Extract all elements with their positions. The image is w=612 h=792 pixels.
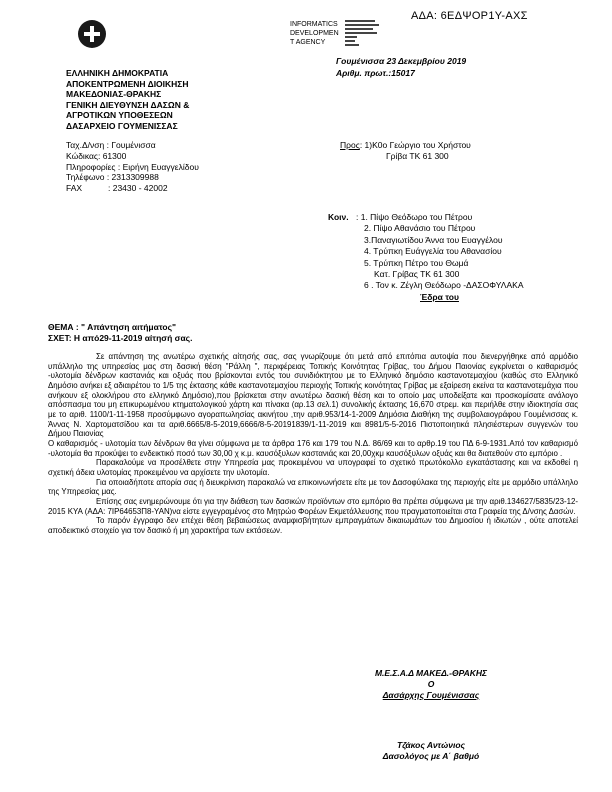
subject-reference: ΣΧΕΤ: Η από29-11-2019 αίτησή σας. bbox=[48, 332, 193, 343]
department-contact bbox=[66, 140, 199, 194]
logo-line: T AGENCY bbox=[290, 39, 326, 46]
authority-line: ΜΑΚΕΔΟΝΙΑΣ-ΘΡΑΚΗΣ bbox=[66, 89, 162, 100]
info-contact: Πληροφορίες : Ειρήνη Ευαγγελίδου bbox=[66, 161, 199, 172]
informatics-development-agency-logo bbox=[290, 20, 381, 48]
subject-block bbox=[48, 322, 192, 343]
postcode: Κώδικας: 61300 bbox=[66, 150, 127, 161]
signature-authority bbox=[356, 668, 506, 701]
cc-item: 4. Τρύπκη Ευάγγελία του Αθανασίου bbox=[364, 246, 502, 257]
cc-item: 6 . Τον κ. Ζέγλη Θεόδωρο -ΔΑΣΟΦΥΛΑΚΑ bbox=[364, 280, 524, 291]
body-paragraph: Επίσης σας ενημερώνουμε ότι για την διάθεση των δασικών προϊόντων στο εμπόριο θα πρέπει σύμφωνα με την αριθ.134627/5835/23-12-2015 ΚΥΑ (ΑΔΑ: 7ΙΡ64653Π8-ΥΑΝ)να είστε εγγεγραμένος στο Μητρώο Φορέων Εκμετάλλευσης που πραγματοποιείται στα Γραφεία της Δ/νσης Δασών. bbox=[48, 496, 578, 516]
recipient-label: Προς bbox=[340, 140, 360, 150]
greek-emblem-icon bbox=[78, 20, 106, 48]
phone-number: Τηλέφωνο : 2313309988 bbox=[66, 172, 159, 183]
authority-line: ΕΛΛΗΝΙΚΗ ΔΗΜΟΚΡΑΤΙΑ bbox=[66, 68, 169, 78]
recipient-block bbox=[340, 140, 471, 162]
authority-line: ΔΑΣΑΡΧΕΙΟ ΓΟΥΜΕΝΙΣΣΑΣ bbox=[66, 120, 178, 131]
cc-label: Κοιν. bbox=[328, 212, 349, 222]
cc-item: 3.Παναγιωτίδου Άννα του Ευαγγέλου bbox=[364, 234, 503, 245]
authority-line: ΑΓΡΟΤΙΚΩΝ ΥΠΟΘΕΣΕΩΝ bbox=[66, 110, 173, 121]
body-paragraph: Ο καθαρισμός - υλοτομία των δένδρων θα γίνει σύμφωνα με τα άρθρα 176 και 179 του Ν.Δ. 86/69 και το αρθρ.19 του ΠΔ 6-9-1931.Από τον καθαρισμό -υλοτομία θα προκύψει το ενδεικτικό ποσό των 30,00 χ κ.μ. καυσόξυλων καστανιάς και 20,00χκμ καυσόξυλων οξυάς και θα διατεθούν στο εμπόριο . bbox=[48, 438, 578, 458]
cc-item: 5. Τρύπκη Πέτρο του Θωμά bbox=[364, 257, 469, 268]
document-date: Γουμένισσα 23 Δεκεμβρίου 2019 bbox=[336, 56, 467, 66]
ada-code: ΑΔΑ: 6ΕΔΨΟΡ1Υ-ΑΧΣ bbox=[411, 10, 528, 22]
body-paragraph: Σε απάντηση της ανωτέρω σχετικής αίτησής σας, σας γνωρίζουμε ότι μετά από επιτόπια αυτοψία που διενεργήθηκε από αρμόδιο υπάλληλο της υπηρεσίας μας στη δασική θέση "Ράλλη ", περιφέρειας Τοπικής Κοινότητας Γρίβας, του Δήμου Παιονίας εγκρίνεται ο καθαρισμός -υλοτομία δένδρων καστανιάς και οξυάς που βρίσκονται εντός του συνιδιόκτητου με το Ελληνικό δημόσιο καστανοτεμαχίου (καθώς στο Ελληνικό Δημόσιο ανήκει εξ αδιαιρέτου το 1/5 της έκτασης κάθε καστανοτεμαχίου περιοχής Τοπικής κοινότητας Γρίβας με εξαίρεση εκείνα τα καστανοτεμάχια που ανήκουν εξ ολοκλήρου στο ελληνικό Δημόσιο),που βρίσκεται στην ανωτέρω δασική θέση και το οποίο μας υποδείξατε και προσκομίσατε ανάλογο απόσπασμα του μη επικυρωμένου κτηματολογικού χάρτη και πίνακα (αρ.13 σελ.1) συνολικής έκτασης 16,670 στρεμ. και περιήλθε στην ιδιοκτησία σας με το αριθ. 1100/1-11-1958 προσύμφωνο αγοραπωλησίας ακινήτου ,την αριθ.953/14-1-2009 Δημόσια Διαθήκη της συμβολαιογράφου Γουμένισσας κ. Άννας Ν. Χαρτοματσίδου και τα αριθ.6665/8-5-2019,6666/8-5-20191839/1-11-2019 και 8981/5-5-2016 Πιστοποιητικά πλησιέστερων συγγενών του Δήμου Παιονίας bbox=[48, 352, 578, 439]
recipient-line: : 1)Κ0ο Γεώργιο του Χρήστου bbox=[359, 140, 471, 150]
signatory-rank: Δασολόγος με Α΄ βαθμό bbox=[382, 751, 480, 761]
cc-item: Κατ. Γρίβας ΤΚ 61 300 bbox=[374, 269, 460, 280]
authority-line: ΑΠΟΚΕΝΤΡΩΜΕΝΗ ΔΙΟΙΚΗΣΗ bbox=[66, 78, 189, 89]
signatory-name: Τζάκος Αντώνιος bbox=[396, 740, 466, 750]
fax-label: FAX bbox=[66, 183, 83, 194]
signatory bbox=[356, 740, 506, 762]
service-address: Ταχ.Δ/νση : Γουμένισσα bbox=[66, 140, 156, 150]
carbon-copy-block bbox=[328, 212, 524, 302]
signature-article: Ο bbox=[427, 679, 435, 689]
cc-item: : 1. Πίψο Θεόδωρο του Πέτρου bbox=[356, 212, 473, 222]
cc-item: 2. Πίψο Αθανάσιο του Πέτρου bbox=[364, 223, 476, 234]
signature-title: Δασάρχης Γουμένισσας bbox=[382, 690, 480, 700]
signature-org: Μ.Ε.Σ.Α.Δ ΜΑΚΕΔ.-ΘΡΑΚΗΣ bbox=[374, 668, 488, 678]
protocol-number: Αριθμ. πρωτ.:15017 bbox=[336, 68, 415, 78]
body-paragraph: Το παρόν έγγραφο δεν επέχει θέση βεβαιώσεως αναμφισβήτητων εμπραγμάτων δικαιωμάτων του Δημοσίου ή ιδιωτών , ούτε αποτελεί αποδεικτικό στοιχείο για τον δασικό ή μη χαρακτήρα των εκτάσεων. bbox=[48, 516, 578, 535]
logo-line: INFORMATICS bbox=[290, 21, 338, 28]
subject-theme: ΘΕΜΑ : " Απάντηση αιτήματος" bbox=[48, 322, 177, 332]
authority-line: ΓΕΝΙΚΗ ΔΙΕΥΘΥΝΣΗ ΔΑΣΩΝ & bbox=[66, 99, 190, 110]
fax-row bbox=[66, 183, 199, 194]
logo-line: DEVELOPMEN bbox=[290, 30, 339, 37]
cc-seat: Έδρα του bbox=[420, 291, 459, 302]
recipient-line: Γρίβα ΤΚ 61 300 bbox=[386, 150, 449, 161]
fax-value: : 23430 - 42002 bbox=[108, 183, 168, 194]
body-paragraph: Παρακαλούμε να προσέλθετε στην Υπηρεσία μας προκειμένου να υπογραφεί το σχετικό πρωτόκολλο εγκατάστασης και να εκδοθεί η σχετική άδεια υλοτομίας προκειμένου να αρχίσετε την υλοτομία. bbox=[48, 458, 578, 477]
letter-body bbox=[48, 352, 578, 535]
issuing-authority bbox=[66, 68, 189, 132]
logo-fine-print-decoration bbox=[345, 20, 381, 48]
body-paragraph: Για οποιαδήποτε απορία σας ή διευκρίνιση παρακαλώ να επικοινωνήσετε είτε με τον Δασοφύλακα της περιοχής είτε με αρμόδιο υπάλληλο της Υπηρεσίας μας. bbox=[48, 477, 578, 497]
